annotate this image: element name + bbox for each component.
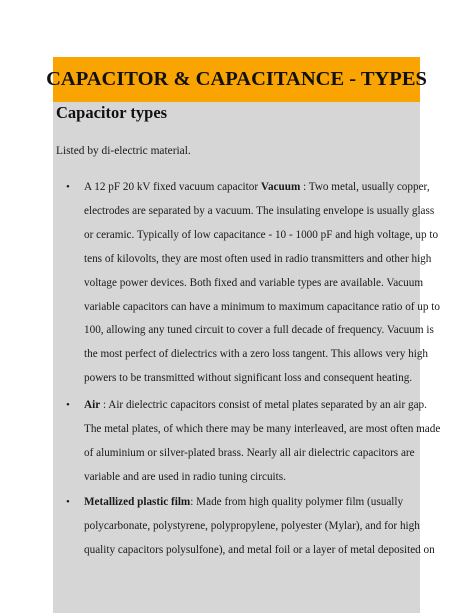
list-item-vacuum [66,176,440,391]
item-line: variable and are used in radio tuning circuits. [84,470,286,483]
item-line: The metal plates, of which there may be many interleaved, are most often made [84,422,441,435]
item-line: or ceramic. Typically of low capacitance - 10 - 1000 pF and high voltage, up to [84,228,439,241]
item-prefix: A 12 pF 20 kV fixed vacuum capacitor [84,181,261,193]
item-first-line-rest: : Two metal, usually copper, [300,181,430,193]
item-line: powers to be transmitted without significant loss and consequent heating. [84,372,413,385]
section-heading: Capacitor types [56,103,168,122]
bullet-icon: • [66,399,70,411]
item-first-line-rest: : Made from high quality polymer film (usually [190,496,404,508]
item-line: voltage power devices. Both fixed and variable types are available. Vacuum [84,276,424,289]
item-line: variable capacitors can have a minimum to maximum capacitance ratio of up to [84,300,440,313]
item-line: of aluminium or silver-plated brass. Nearly all air dielectric capacitors are [84,446,415,459]
item-line: the most perfect of dielectrics with a zero loss tangent. This allows very high [84,348,429,361]
item-term: Metallized plastic film [84,496,191,508]
title-banner [46,57,427,102]
item-first-line [84,394,427,418]
bullet-icon: • [66,496,70,508]
item-line: electrodes are separated by a vacuum. The insulating envelope is usually glass [84,204,435,217]
item-term: Vacuum [260,181,301,193]
page-title: CAPACITOR & CAPACITANCE - TYPES [46,68,427,90]
list-item-metallized-film [66,491,435,563]
item-line: polycarbonate, polystyrene, polypropylene, polyester (Mylar), and for high [84,519,420,532]
item-first-line [84,491,418,515]
item-line: tens of kilovolts, they are most often used in radio transmitters and other high [84,252,432,265]
bullet-icon: • [66,181,70,193]
item-term: Air [84,399,101,411]
item-line: quality capacitors polysulfone), and metal foil or a layer of metal deposited on [84,543,435,556]
item-first-line-rest: : Air dielectric capacitors consist of metal plates separated by an air gap. [100,399,427,411]
item-line: 100, allowing any tuned circuit to cover a full decade of frequency. Vacuum is [84,324,434,337]
item-first-line [84,176,430,200]
intro-text: Listed by di-electric material. [56,145,191,157]
list-item-air [66,394,441,490]
